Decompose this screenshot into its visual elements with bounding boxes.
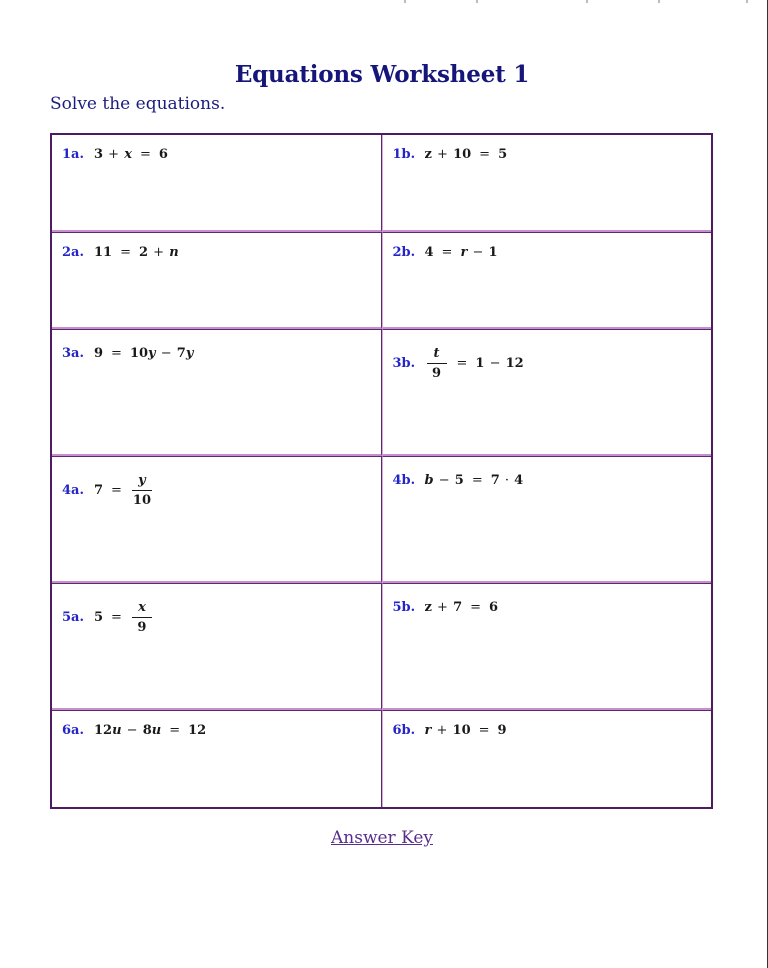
equation-lhs: [425, 600, 463, 615]
equation-lhs: [425, 147, 472, 162]
fraction-denominator: 10: [132, 493, 151, 508]
equation-rhs: [475, 356, 523, 371]
fraction-numerator: x: [132, 600, 152, 618]
number: 5: [498, 147, 508, 162]
number: 7: [94, 483, 104, 498]
number: 11: [94, 245, 113, 260]
problem-cell-6a: [52, 710, 382, 807]
operator: −: [156, 346, 176, 361]
operator: −: [485, 356, 505, 371]
number: 6: [489, 600, 499, 615]
problem-label: 5b.: [392, 600, 416, 615]
fraction-numerator: t: [427, 346, 447, 364]
number: 12: [94, 723, 113, 738]
answer-key-link[interactable]: Answer Key: [331, 828, 433, 848]
equation-rhs: [130, 346, 193, 361]
equation: [393, 147, 508, 162]
equation-rhs: [130, 600, 154, 635]
problem-label: 1b.: [392, 147, 416, 162]
problem-label: 2a.: [62, 245, 84, 260]
operator: ·: [500, 473, 514, 488]
equation-rhs: [491, 473, 524, 488]
equation: [393, 600, 499, 615]
equation: [62, 147, 168, 162]
equation: [393, 723, 507, 738]
equation: [393, 245, 498, 260]
problem-label: 6a.: [62, 723, 84, 738]
fraction-numerator: y: [132, 473, 152, 491]
problem-cell-1b: [382, 135, 712, 232]
equals-sign: =: [139, 147, 151, 162]
operator: −: [434, 473, 454, 488]
problem-cell-3b: [382, 329, 712, 456]
equation-rhs: [489, 600, 498, 615]
equation-rhs: [139, 245, 179, 260]
problem-cell-1a: [52, 135, 382, 232]
answer-key-container: [0, 828, 764, 848]
number: 7: [490, 473, 500, 488]
equation-rhs: [498, 147, 507, 162]
problem-cell-5b: [382, 583, 712, 710]
equation: [393, 346, 524, 381]
equation-lhs: [425, 473, 464, 488]
equation-lhs: [94, 245, 112, 260]
problem-cell-5a: [52, 583, 382, 710]
number: 10: [452, 723, 471, 738]
number: 9: [94, 346, 104, 361]
instructions: Solve the equations.: [50, 94, 226, 114]
clipped-header-text: [400, 0, 768, 6]
number: 1: [475, 356, 485, 371]
problem-label: 1a.: [62, 147, 84, 162]
variable: b: [424, 473, 434, 488]
equation-lhs: [425, 723, 471, 738]
number: 3: [94, 147, 104, 162]
equation-lhs: [94, 483, 103, 498]
problem-cell-4b: [382, 456, 712, 583]
equals-sign: =: [120, 245, 131, 260]
number: 7: [176, 346, 186, 361]
variable: u: [151, 723, 162, 738]
number: 4: [514, 473, 524, 488]
operator: −: [122, 723, 142, 738]
number: 7: [453, 600, 463, 615]
operator: +: [432, 723, 452, 738]
operator: +: [432, 600, 453, 615]
problem-label: 6b.: [392, 723, 416, 738]
number: 12: [188, 723, 207, 738]
problem-label: 4a.: [62, 483, 84, 498]
equation-lhs: [94, 723, 161, 738]
number: 5: [94, 610, 104, 625]
equals-sign: =: [111, 346, 122, 361]
equation-lhs: [94, 346, 103, 361]
worksheet-table: [50, 133, 713, 809]
equals-sign: =: [111, 610, 122, 625]
equation: [393, 473, 524, 488]
equation-rhs: [159, 147, 168, 162]
equation-rhs: [498, 723, 507, 738]
equation-rhs: [188, 723, 206, 738]
equation: [62, 346, 193, 361]
page-title: Equations Worksheet 1: [234, 61, 530, 89]
equals-sign: =: [111, 483, 122, 498]
equation: [62, 723, 206, 738]
variable: r: [460, 245, 468, 260]
problem-cell-2b: [382, 232, 712, 329]
variable: n: [169, 245, 179, 260]
number: 9: [497, 723, 507, 738]
operator: +: [104, 147, 124, 162]
variable: y: [185, 346, 194, 361]
problem-label: 5a.: [62, 610, 84, 625]
equals-sign: =: [471, 473, 483, 488]
number: 2: [139, 245, 149, 260]
equation-lhs: [425, 245, 434, 260]
equals-sign: =: [456, 356, 468, 371]
equation: [62, 600, 154, 635]
number: 1: [488, 245, 498, 260]
number: 10: [453, 147, 472, 162]
number: 10: [129, 346, 149, 361]
number: z: [424, 147, 432, 162]
operator: −: [468, 245, 488, 260]
problem-label: 3a.: [62, 346, 84, 361]
equation-lhs: [425, 346, 449, 381]
problem-cell-6b: [382, 710, 712, 807]
equation-lhs: [94, 147, 132, 162]
operator: +: [432, 147, 453, 162]
variable: y: [148, 346, 156, 361]
equals-sign: =: [470, 600, 482, 615]
problem-cell-2a: [52, 232, 382, 329]
number: z: [424, 600, 432, 615]
number: 8: [142, 723, 152, 738]
problem-label: 3b.: [392, 356, 416, 371]
equation-rhs: [130, 473, 154, 508]
number: 6: [158, 147, 168, 162]
problem-label: 2b.: [392, 245, 416, 260]
number: 4: [424, 245, 434, 260]
equals-sign: =: [479, 147, 491, 162]
equation: [62, 245, 179, 260]
fraction-denominator: 9: [431, 366, 442, 381]
number: 12: [505, 356, 524, 371]
equals-sign: =: [169, 723, 181, 738]
fraction: [427, 346, 447, 381]
problem-label: 4b.: [392, 473, 416, 488]
variable: x: [124, 147, 132, 162]
variable: r: [424, 723, 432, 738]
equation-lhs: [94, 610, 103, 625]
operator: +: [149, 245, 169, 260]
fraction-denominator: 9: [137, 620, 147, 635]
fraction: [132, 600, 152, 635]
problem-cell-4a: [52, 456, 382, 583]
number: 5: [454, 473, 464, 488]
equation: [62, 473, 154, 508]
equals-sign: =: [441, 245, 453, 260]
variable: u: [112, 723, 122, 738]
fraction: [132, 473, 152, 508]
equals-sign: =: [478, 723, 490, 738]
equation-rhs: [460, 245, 497, 260]
problem-cell-3a: [52, 329, 382, 456]
